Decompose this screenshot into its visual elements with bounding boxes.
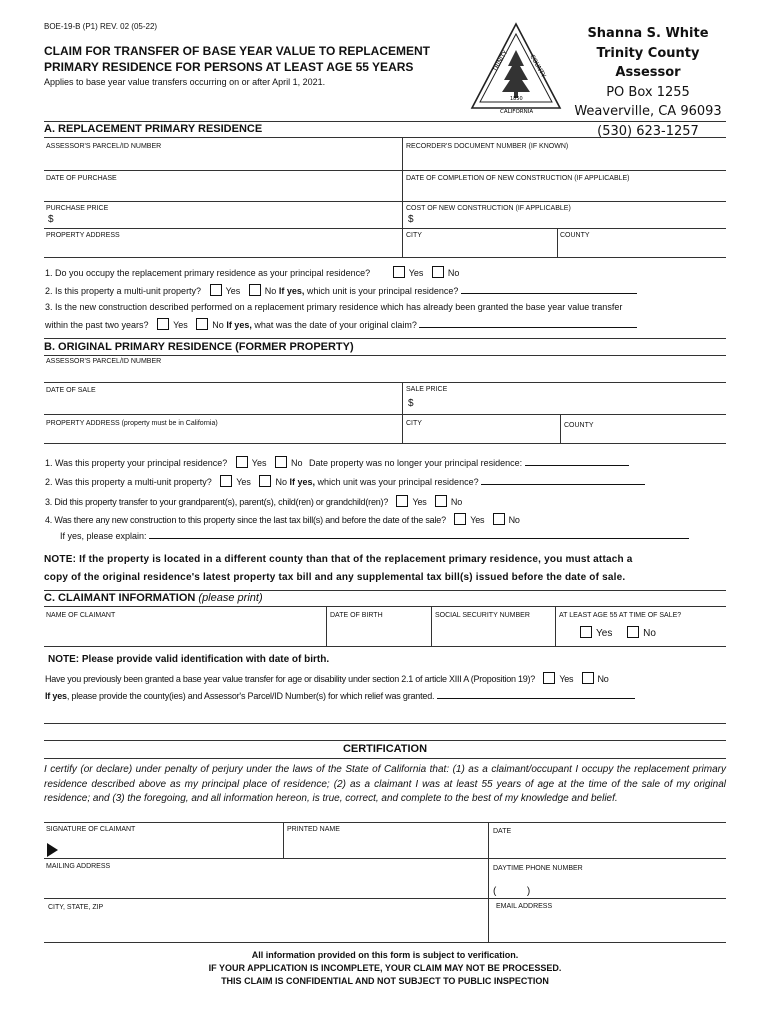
footer-line1: All information provided on this form is subject to verification. [251, 950, 519, 960]
c-prop19-no-checkbox[interactable] [582, 672, 594, 684]
b-city-label: CITY [406, 420, 422, 427]
a-city-label: CITY [406, 232, 422, 239]
b-county-label: COUNTY [564, 422, 594, 429]
a-recorder-label: RECORDER'S DOCUMENT NUMBER (IF KNOWN) [406, 143, 569, 150]
b-explain-field[interactable] [149, 538, 689, 539]
b-q4-no-checkbox[interactable] [493, 513, 505, 525]
c-age-label: AT LEAST AGE 55 AT TIME OF SALE? [559, 612, 682, 619]
city-state-zip-label: CITY, STATE, ZIP [48, 904, 104, 911]
c-relief-line-2[interactable] [44, 740, 726, 741]
assessor-title: Trinity County Assessor [596, 45, 700, 80]
assessor-name: Shanna S. White [587, 26, 709, 41]
signature-label: SIGNATURE OF CLAIMANT [46, 826, 136, 833]
svg-text:TRINITY: TRINITY [491, 49, 510, 73]
email-label: EMAIL ADDRESS [496, 903, 553, 910]
a-completion-label: DATE OF COMPLETION OF NEW CONSTRUCTION (IF APPLICABLE) [406, 175, 630, 182]
a-price-label: PURCHASE PRICE [46, 205, 109, 212]
form-subtitle: Applies to base year value transfers occurring on or after April 1, 2021. [44, 77, 326, 87]
assessor-address-1: PO Box 1255 [606, 84, 690, 100]
a-cost-label: COST OF NEW CONSTRUCTION (IF APPLICABLE) [406, 205, 571, 212]
b-sale-price-label: SALE PRICE [406, 386, 448, 393]
form-title-line1: CLAIM FOR TRANSFER OF BASE YEAR VALUE TO REPLACEMENT [44, 44, 431, 58]
date-label: DATE [493, 828, 512, 835]
b-sale-date-label: DATE OF SALE [46, 387, 96, 394]
b-address-label: PROPERTY ADDRESS (property must be in California) [46, 420, 218, 427]
c-prop19-field[interactable] [437, 698, 635, 699]
c-ssn-label: SOCIAL SECURITY NUMBER [435, 612, 530, 619]
b-sale-price-dollar: $ [408, 398, 414, 409]
b-q2-unit-field[interactable] [481, 484, 645, 485]
b-question-1: 1. Was this property your principal residence? Yes No Date property was no longer your principal residence: [45, 456, 629, 468]
section-b-title: B. ORIGINAL PRIMARY RESIDENCE (FORMER PROPERTY) [44, 341, 354, 353]
a-county-label: COUNTY [560, 232, 590, 239]
a-question-1: 1. Do you occupy the replacement primary residence as your principal residence? Yes No [45, 268, 460, 278]
b-q4-yes-checkbox[interactable] [454, 513, 466, 525]
assessor-address-2: Weaverville, CA 96093 [574, 104, 722, 119]
c-dob-label: DATE OF BIRTH [330, 612, 383, 619]
b-note-line2: copy of the original residence's latest property tax bill and any supplemental tax bill(s) issued before the date of sale. [44, 572, 626, 583]
printed-name-label: PRINTED NAME [287, 826, 340, 833]
certification-text: I certify (or declare) under penalty of perjury under the laws of the State of California that: (1) as a claimant/occupant I occupy the replacement primary residence described above as my principal place of residence; (2) as a claimant I was at least 55 years of age at the time of the sale of my original residence; and (3) the foregoing, and all information hereon, is true, correct, and complete to the best of my knowledge and belief. [44, 764, 726, 804]
phone-label: DAYTIME PHONE NUMBER [493, 865, 583, 872]
b-question-3: 3. Did this property transfer to your grandparent(s), parent(s), child(ren) or grandchild(ren)? Yes No [45, 497, 462, 507]
section-c-title: C. CLAIMANT INFORMATION (please print) [44, 592, 263, 604]
b-q3-yes-checkbox[interactable] [396, 495, 408, 507]
form-title-line2: PRIMARY RESIDENCE FOR PERSONS AT LEAST AGE 55 YEARS [44, 60, 414, 74]
county-seal [468, 20, 564, 116]
c-prop19-yes-checkbox[interactable] [543, 672, 555, 684]
a-q2-unit-field[interactable] [461, 293, 637, 294]
a-price-dollar: $ [48, 214, 54, 225]
a-parcel-label: ASSESSOR'S PARCEL/ID NUMBER [46, 143, 162, 150]
c-note-id: NOTE: Please provide valid identification with date of birth. [48, 654, 330, 665]
a-q3-date-field[interactable] [419, 327, 637, 328]
c-relief-line-1[interactable] [44, 723, 726, 724]
b-q1-yes-checkbox[interactable] [236, 456, 248, 468]
c-age-options: Yes No [574, 626, 656, 639]
assessor-block [568, 24, 728, 141]
b-q2-yes-checkbox[interactable] [220, 475, 232, 487]
c-age-no-checkbox[interactable] [627, 626, 639, 638]
footer-line2: IF YOUR APPLICATION IS INCOMPLETE, YOUR CLAIM MAY NOT BE PROCESSED. [208, 963, 562, 973]
form-code: BOE-19-B (P1) REV. 02 (05-22) [44, 22, 158, 31]
c-prop19-followup: If yes, please provide the county(ies) and Assessor's Parcel/ID Number(s) for which relief was granted. [45, 691, 635, 701]
b-explain: If yes, please explain: [60, 531, 689, 541]
b-note-line1: NOTE: If the property is located in a different county than that of the replacement primary residence, you must attach a [44, 554, 633, 565]
a-q1-no-checkbox[interactable] [432, 266, 444, 278]
a-cost-dollar: $ [408, 214, 414, 225]
mailing-label: MAILING ADDRESS [46, 863, 111, 870]
c-age-yes-checkbox[interactable] [580, 626, 592, 638]
b-question-4: 4. Was there any new construction to this property since the last tax bill(s) and before the date of the sale? Yes No [45, 515, 520, 525]
certification-title: CERTIFICATION [342, 743, 428, 755]
seal-icon [468, 20, 564, 116]
a-address-label: PROPERTY ADDRESS [46, 232, 120, 239]
c-name-label: NAME OF CLAIMANT [46, 612, 116, 619]
phone-field[interactable]: ( ) [493, 886, 531, 897]
b-q1-date-field[interactable] [525, 465, 629, 466]
assessor-phone: (530) 623-1257 [597, 123, 699, 139]
svg-text:1850: 1850 [510, 96, 523, 102]
c-prop19-question: Have you previously been granted a base year value transfer for age or disability under section 2.1 of article XIII A (Proposition 19)? Yes No [45, 674, 609, 684]
a-q2-yes-checkbox[interactable] [210, 284, 222, 296]
a-purchase-date-label: DATE OF PURCHASE [46, 175, 117, 182]
a-q2-no-checkbox[interactable] [249, 284, 261, 296]
b-q1-no-checkbox[interactable] [275, 456, 287, 468]
b-parcel-label: ASSESSOR'S PARCEL/ID NUMBER [46, 358, 162, 365]
a-q1-yes-checkbox[interactable] [393, 266, 405, 278]
b-q3-no-checkbox[interactable] [435, 495, 447, 507]
a-question-3: 3. Is the new construction described performed on a replacement primary residence which has already been granted the base year value transfer [45, 302, 623, 312]
section-a-title: A. REPLACEMENT PRIMARY RESIDENCE [44, 123, 263, 135]
signature-arrow-icon [47, 843, 58, 857]
a-q3-yes-checkbox[interactable] [157, 318, 169, 330]
svg-text:CALIFORNIA: CALIFORNIA [500, 109, 534, 115]
footer-line3: THIS CLAIM IS CONFIDENTIAL AND NOT SUBJECT TO PUBLIC INSPECTION [221, 976, 549, 986]
b-question-2: 2. Was this property a multi-unit property? Yes No If yes, which unit was your principal residence? [45, 475, 645, 487]
b-q2-no-checkbox[interactable] [259, 475, 271, 487]
a-q3-no-checkbox[interactable] [196, 318, 208, 330]
a-question-3-cont: within the past two years? Yes No If yes, what was the date of your original claim? [45, 318, 637, 330]
a-question-2: 2. Is this property a multi-unit property? Yes No If yes, which unit is your principal residence? [45, 284, 637, 296]
svg-text:COUNTY: COUNTY [528, 53, 547, 79]
